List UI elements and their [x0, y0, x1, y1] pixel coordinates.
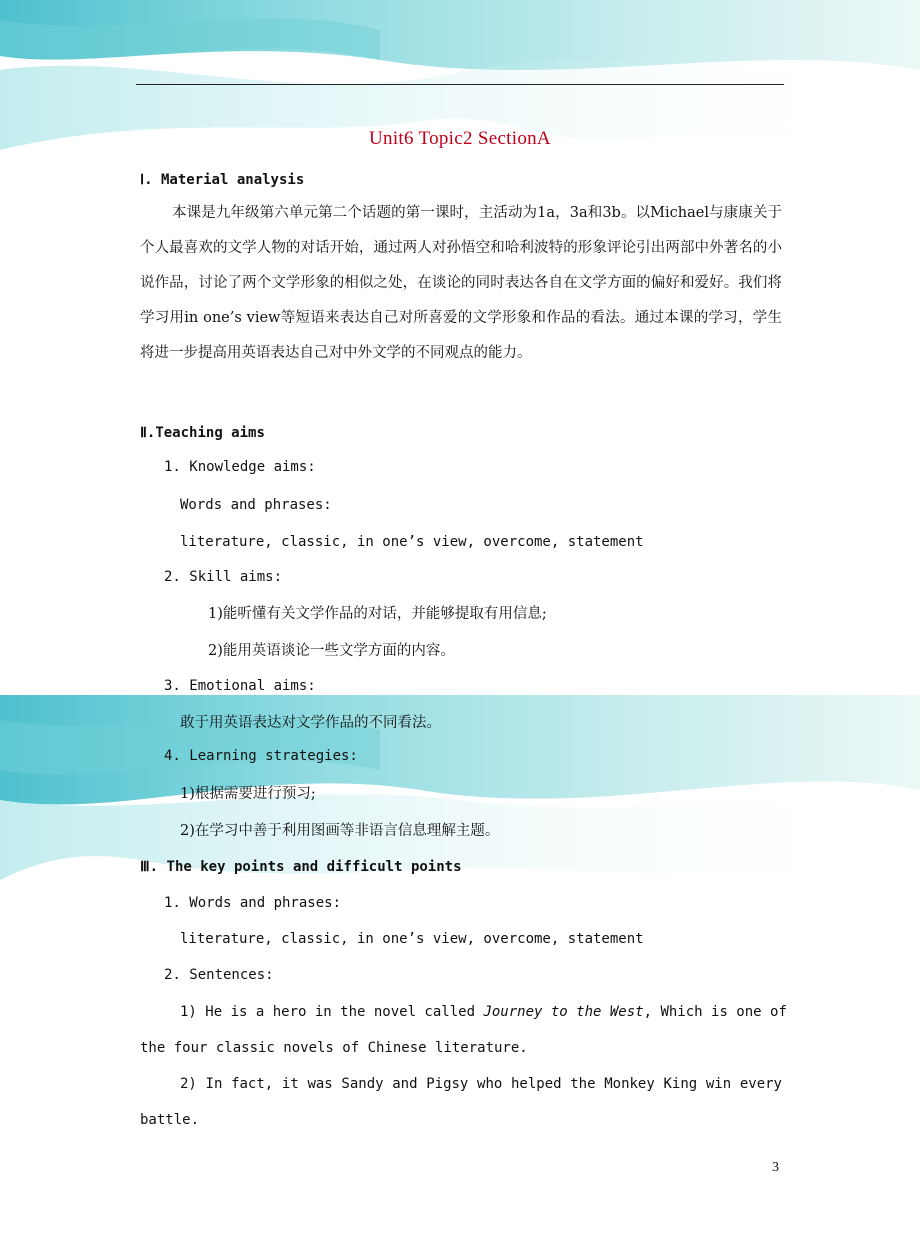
sentence-1-line-2: the four classic novels of Chinese literature.: [140, 1040, 528, 1056]
knowledge-words-list: literature, classic, in one’s view, overcome, statement: [180, 534, 644, 550]
sentences-label: 2. Sentences:: [164, 967, 274, 983]
section-heading-material-analysis: Ⅰ. Material analysis: [140, 172, 305, 188]
sentence-1-line-1: [180, 1004, 787, 1020]
material-analysis-text: 本课是九年级第六单元第二个话题的第一课时，主活动为1a，3a和3b。以Michael与康康关于个人最喜欢的文学人物的对话开始，通过两人对孙悟空和哈利波特的形象评论引出两部中外著名的小说作品，讨论了两个文学形象的相似之处，在谈论的同时表达各自在文学方面的偏好和爱好。我们将学习用in one’s view等短语来表达自己对所喜爱的文学形象和作品的看法。通过本课的学习，学生将进一步提高用英语表达自己对中外文学的不同观点的能力。: [140, 205, 782, 361]
section-heading-teaching-aims: Ⅱ.Teaching aims: [140, 425, 265, 441]
sentence-1-novel-title: Journey to the West: [483, 1004, 644, 1020]
learning-strategy-2: 2)在学习中善于利用图画等非语言信息理解主题。: [180, 823, 500, 839]
key-words-phrases-label: 1. Words and phrases:: [164, 895, 342, 911]
skill-aims-label: 2. Skill aims:: [164, 569, 283, 585]
words-phrases-sublabel: Words and phrases:: [180, 497, 332, 513]
knowledge-aims-label: 1. Knowledge aims:: [164, 459, 316, 475]
emotional-aims-label: 3. Emotional aims:: [164, 678, 316, 694]
sentence-2-line-1: 2) In fact, it was Sandy and Pigsy who helped the Monkey King win every: [180, 1076, 782, 1092]
learning-strategy-1: 1)根据需要进行预习;: [180, 786, 316, 802]
sentence-2-line-2: battle.: [140, 1112, 200, 1128]
sentence-1-part-a: 1) He is a hero in the novel called: [180, 1004, 484, 1020]
skill-aim-1: 1)能听懂有关文学作品的对话，并能够提取有用信息;: [208, 606, 547, 622]
key-words-list: literature, classic, in one’s view, overcome, statement: [180, 931, 644, 947]
skill-aim-2: 2)能用英语谈论一些文学方面的内容。: [208, 643, 455, 659]
learning-strategies-label: 4. Learning strategies:: [164, 748, 358, 764]
header-rule: [136, 84, 784, 85]
sentence-1-part-b: , Which is one of: [643, 1004, 787, 1020]
page-title: Unit6 Topic2 SectionA: [369, 128, 551, 149]
section-heading-key-points: Ⅲ. The key points and difficult points: [140, 859, 462, 875]
emotional-aim-1: 敢于用英语表达对文学作品的不同看法。: [180, 715, 441, 731]
page-number: 3: [772, 1160, 779, 1175]
material-analysis-paragraph: [140, 196, 782, 371]
